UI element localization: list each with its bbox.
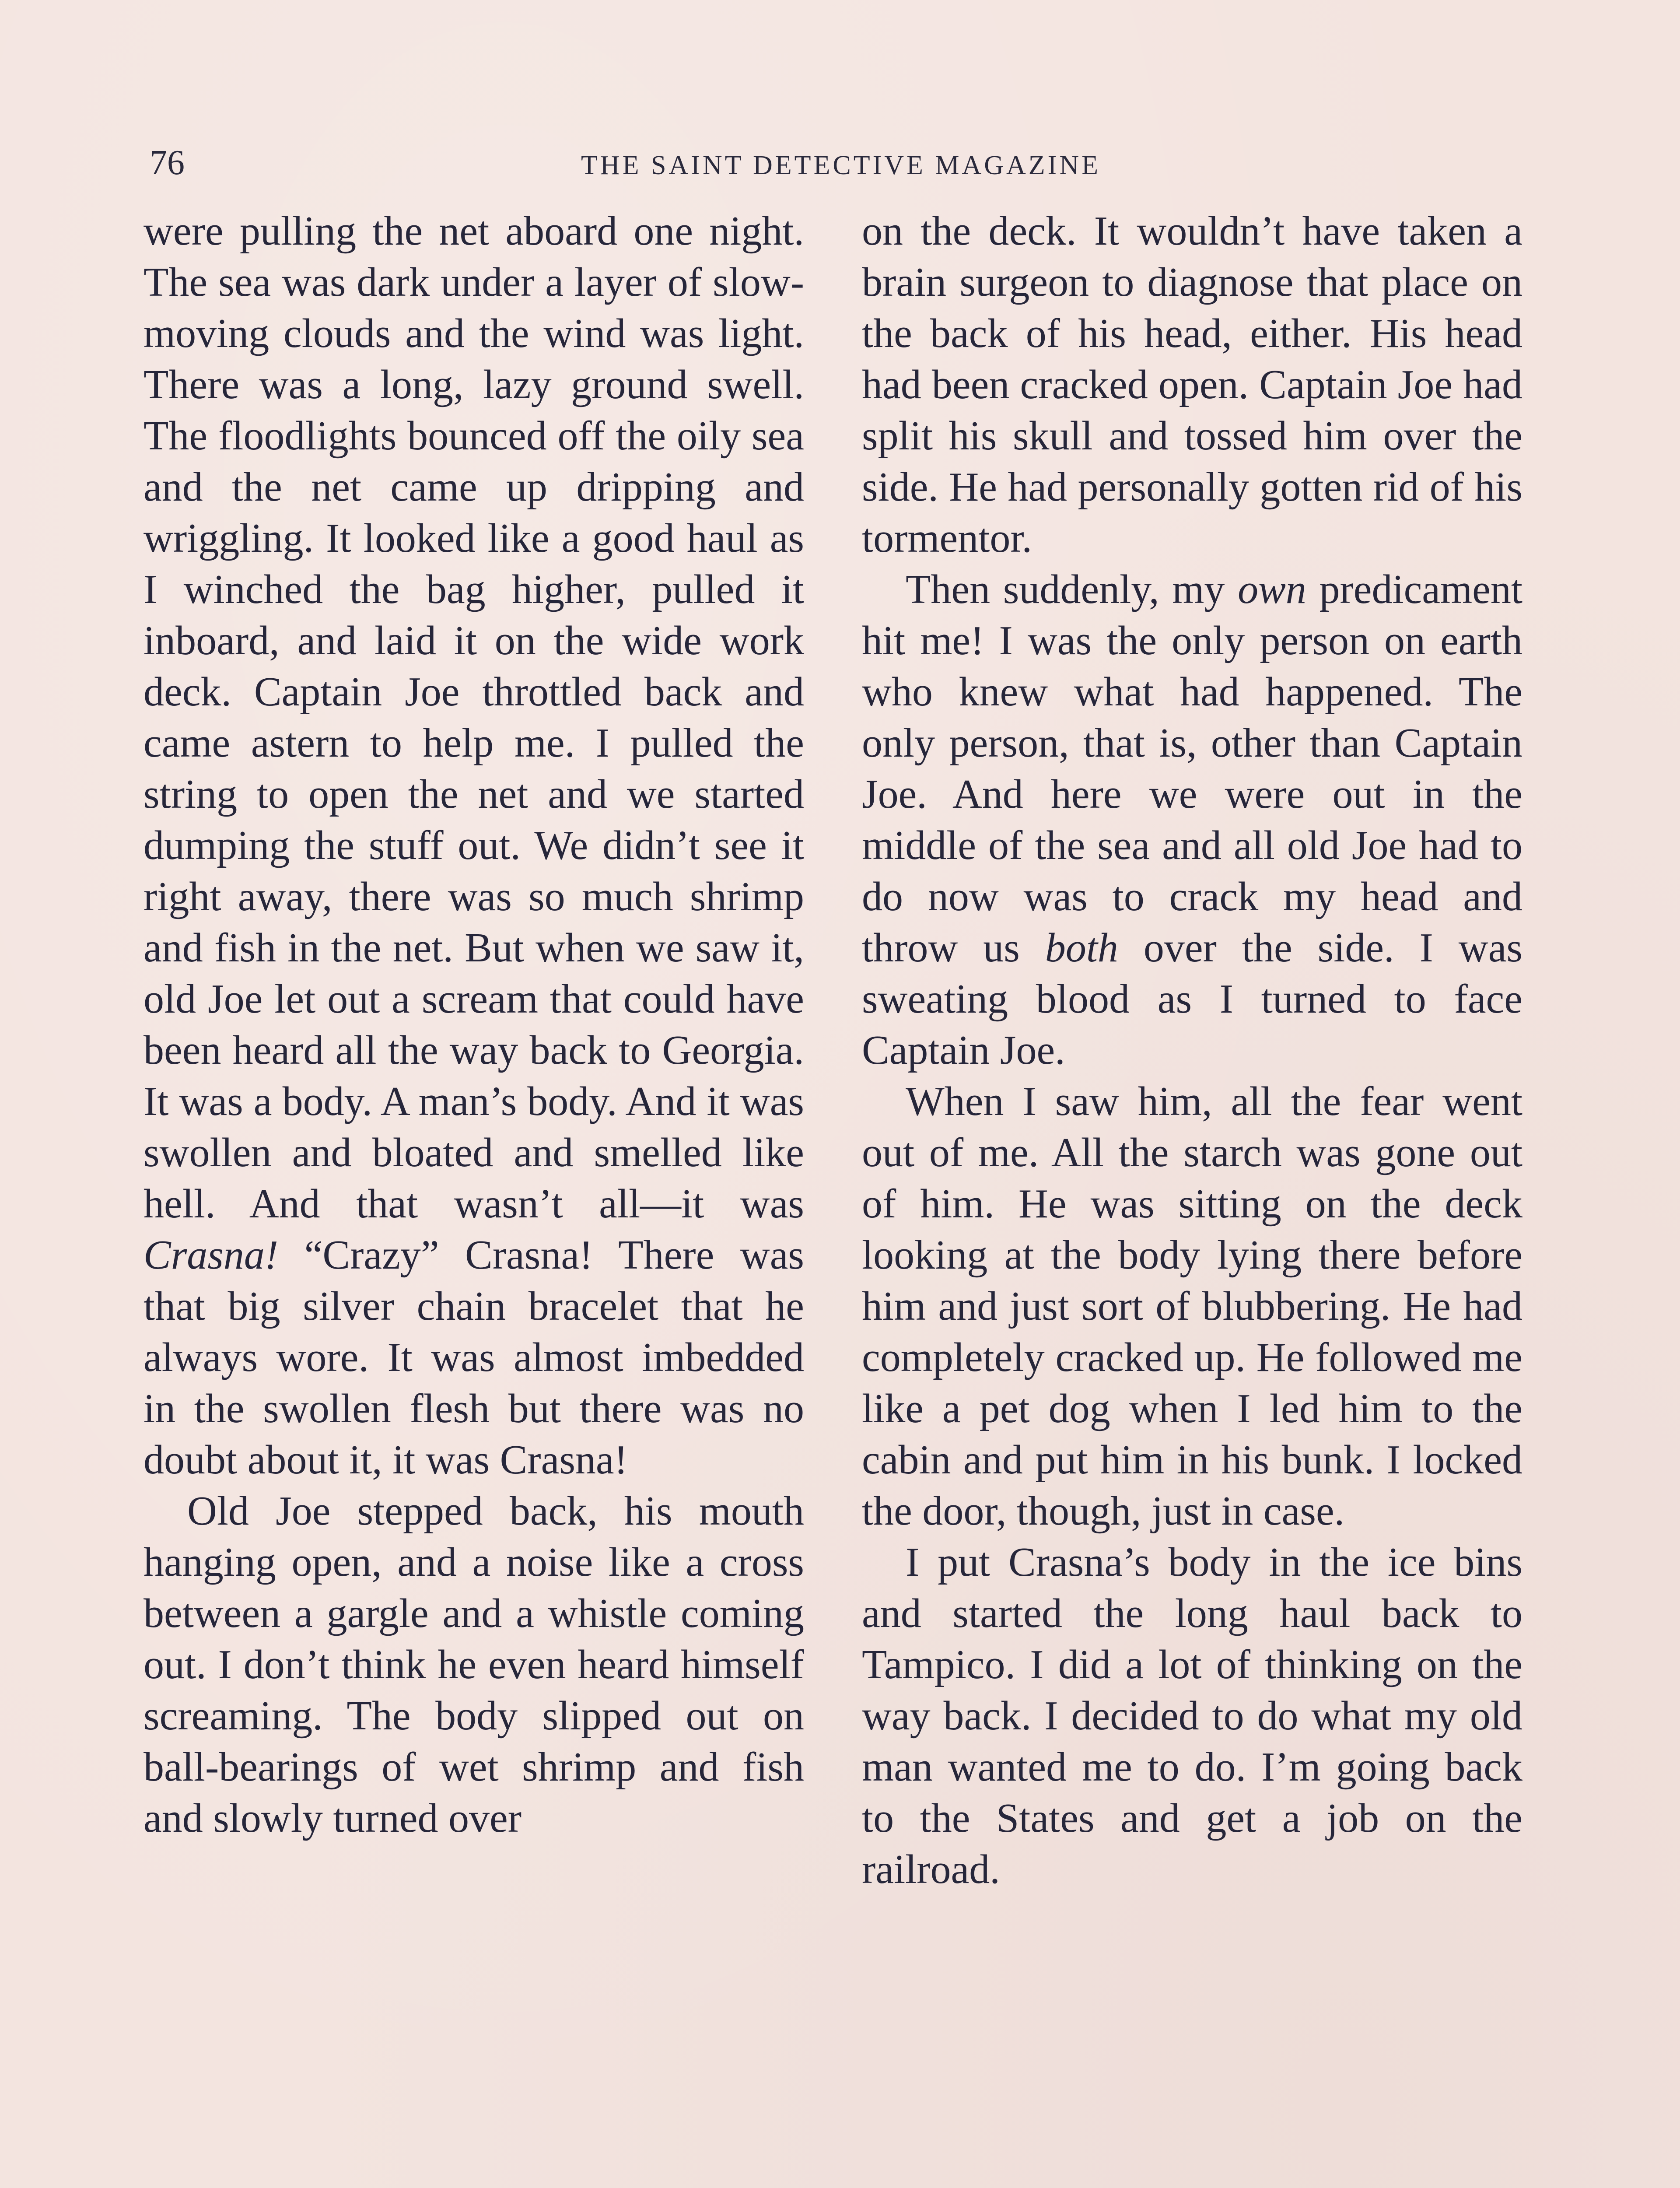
- right-p2-text-b: predicament hit me! I was the only person on earth who knew what had happened. The only person, that is, other than Captain Joe. And here we were out in the middle of the sea and all old Joe had to do now was to crack my head and throw us: [862, 567, 1522, 971]
- right-paragraph-2: [862, 564, 1522, 1076]
- page-number: 76: [150, 144, 185, 182]
- right-p2-text-a: Then suddenly, my: [906, 567, 1238, 612]
- left-p1-emphasis: Crasna!: [144, 1232, 279, 1278]
- left-paragraph-1: [144, 206, 804, 1486]
- page-header: [150, 141, 1532, 185]
- left-p1-text: were pulling the net aboard one night. The sea was dark under a layer of slow-moving clouds and the wind was light. There was a long, lazy ground swell. The floodlights bounced off the oily sea and the net came up dripping and wriggling. It looked like a good haul as I winched the bag higher, pulled it inboard, and laid it on the wide work deck. Captain Joe throttled back and came astern to help me. I pulled the string to open the net and we started dumping the stuff out. We didn’t see it right away, there was so much shrimp and fish in the net. But when we saw it, old Joe let out a scream that could have been heard all the way back to Georgia. It was a body. A man’s body. And it was swollen and bloated and smelled like hell. And that wasn’t all—it was: [144, 208, 804, 1227]
- right-column: [862, 206, 1522, 1895]
- left-column: [144, 206, 804, 1844]
- left-p1-text-end: “Crazy” Crasna! There was that big silver chain bracelet that he always wore. It was almost imbedded in the swollen flesh but there was no doubt about it, it was Crasna!: [144, 1232, 804, 1483]
- right-p2-emphasis-both: both: [1045, 925, 1118, 971]
- right-p2-emphasis-own: own: [1238, 567, 1306, 612]
- left-paragraph-2: Old Joe stepped back, his mouth hanging open, and a noise like a cross between a gargle and a whistle coming out. I don’t think he even heard himself screaming. The body slipped out on ball-bearings of wet shrimp and fish and slowly turned over: [144, 1488, 804, 1841]
- right-paragraph-4: I put Crasna’s body in the ice bins and started the long haul back to Tampico. I did a lot of thinking on the way back. I decided to do what my old man wanted me to do. I’m going back to the States and get a job on the railroad.: [862, 1539, 1522, 1892]
- right-paragraph-3: When I saw him, all the fear went out of me. All the starch was gone out of him. He was sitting on the deck looking at the body lying there before him and just sort of blubbering. He had completely cracked up. He followed me like a pet dog when I led him to the cabin and put him in his bunk. I locked the door, though, just in case.: [862, 1079, 1522, 1534]
- right-p2-text-c: over the side. I was sweating blood as I turned to face Captain Joe.: [862, 925, 1522, 1073]
- running-title: THE SAINT DETECTIVE MAGAZINE: [581, 151, 1101, 180]
- right-paragraph-1: on the deck. It wouldn’t have taken a brain surgeon to diagnose that place on the back of his head, either. His head had been cracked open. Captain Joe had split his skull and tossed him over the side. He had personally gotten rid of his tormentor.: [862, 208, 1522, 561]
